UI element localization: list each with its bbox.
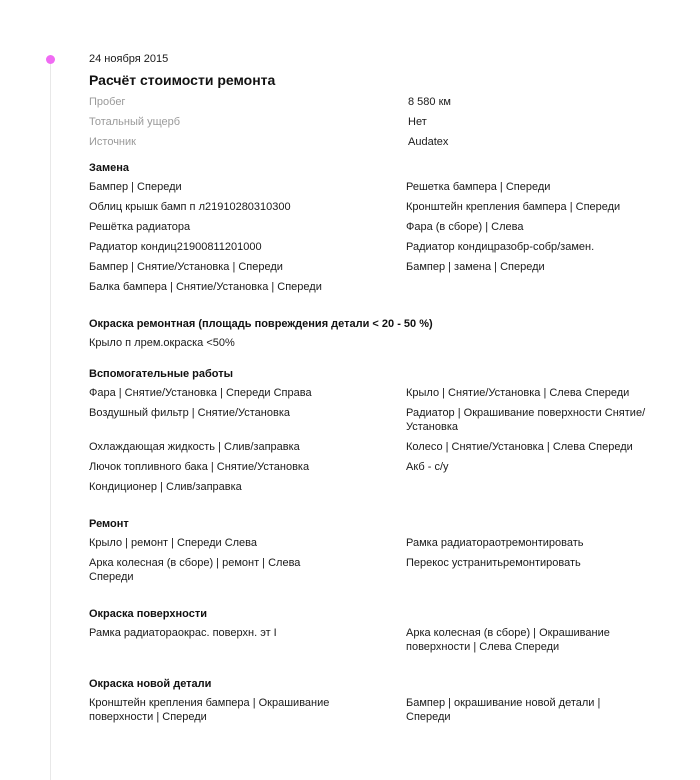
list-item: Радиатор кондицразобр-собр/замен. bbox=[406, 241, 595, 253]
section-new-part-paint bbox=[89, 677, 649, 730]
meta-value: Нет bbox=[408, 116, 427, 128]
section-items bbox=[89, 180, 649, 300]
list-item: Перекос устранитьремонтировать bbox=[406, 557, 581, 569]
meta-label: Источник bbox=[89, 136, 136, 148]
list-item: Радиатор кондиц21900811201000 bbox=[89, 241, 262, 253]
list-item: Акб - с/у bbox=[406, 461, 449, 473]
list-item: Бампер | Снятие/Установка | Спереди bbox=[89, 261, 283, 273]
meta-label: Пробег bbox=[89, 96, 126, 108]
list-item: Облиц крышк бамп п л21910280310300 bbox=[89, 201, 291, 213]
list-item: Фара (в сборе) | Слева bbox=[406, 221, 524, 233]
list-item: Кондиционер | Слив/заправка bbox=[89, 481, 242, 493]
section-items bbox=[89, 386, 649, 500]
section-items bbox=[89, 626, 649, 660]
list-item: Кронштейн крепления бампера | Окрашивание поверхности | Спереди bbox=[89, 697, 330, 723]
meta-list bbox=[89, 95, 649, 149]
section-title: Окраска поверхности bbox=[89, 608, 207, 620]
meta-row-source bbox=[89, 135, 649, 149]
section-title: Окраска новой детали bbox=[89, 678, 212, 690]
list-item: Рамка радиатораокрас. поверхн. эт I bbox=[89, 627, 277, 639]
list-item: Бампер | окрашивание новой детали | Спереди bbox=[406, 697, 601, 723]
list-item: Колесо | Снятие/Установка | Слева Спереди bbox=[406, 441, 633, 453]
page-title: Расчёт стоимости ремонта bbox=[89, 72, 276, 88]
list-item: Кронштейн крепления бампера | Спереди bbox=[406, 201, 621, 213]
list-item: Решетка бампера | Спереди bbox=[406, 181, 551, 193]
timeline-dot bbox=[46, 55, 55, 64]
list-item: Охлаждающая жидкость | Слив/заправка bbox=[89, 441, 300, 453]
list-item: Лючок топливного бака | Снятие/Установка bbox=[89, 461, 310, 473]
meta-row-mileage bbox=[89, 95, 649, 109]
section-items bbox=[89, 536, 649, 590]
section-title: Окраска ремонтная (площадь повреждения детали < 20 - 50 %) bbox=[89, 318, 433, 330]
section-title: Вспомогательные работы bbox=[89, 368, 234, 380]
list-item: Радиатор | Окрашивание поверхности Снятие/Установка bbox=[406, 407, 646, 433]
section-repair-paint bbox=[89, 317, 649, 350]
list-item: Воздушный фильтр | Снятие/Установка bbox=[89, 407, 290, 419]
meta-value: Audatex bbox=[408, 136, 449, 148]
section-title: Замена bbox=[89, 162, 130, 174]
section-replacement bbox=[89, 161, 649, 300]
list-item: Бампер | Спереди bbox=[89, 181, 182, 193]
meta-label: Тотальный ущерб bbox=[89, 116, 181, 128]
section-surface-paint bbox=[89, 607, 649, 660]
list-item: Рамка радиатораотремонтировать bbox=[406, 537, 584, 549]
repair-estimate-card bbox=[89, 52, 649, 730]
section-auxiliary-works bbox=[89, 367, 649, 500]
list-item: Крыло п лрем.окраска <50% bbox=[89, 337, 235, 349]
meta-value: 8 580 км bbox=[408, 96, 451, 108]
list-item: Арка колесная (в сборе) | Окрашивание поверхности | Слева Спереди bbox=[406, 627, 610, 653]
list-item: Крыло | ремонт | Спереди Слева bbox=[89, 537, 258, 549]
section-title: Ремонт bbox=[89, 518, 129, 530]
section-repair bbox=[89, 517, 649, 590]
list-item: Арка колесная (в сборе) | ремонт | Слева Спереди bbox=[89, 557, 301, 583]
list-item: Бампер | замена | Спереди bbox=[406, 261, 545, 273]
list-item: Крыло | Снятие/Установка | Слева Спереди bbox=[406, 387, 630, 399]
section-items bbox=[89, 336, 649, 350]
list-item: Решётка радиатора bbox=[89, 221, 191, 233]
section-items bbox=[89, 696, 649, 730]
timeline-line bbox=[50, 60, 51, 780]
list-item: Балка бампера | Снятие/Установка | Спереди bbox=[89, 281, 322, 293]
meta-row-total-loss bbox=[89, 115, 649, 129]
list-item: Фара | Снятие/Установка | Спереди Справа bbox=[89, 387, 312, 399]
estimate-date: 24 ноября 2015 bbox=[89, 53, 169, 65]
